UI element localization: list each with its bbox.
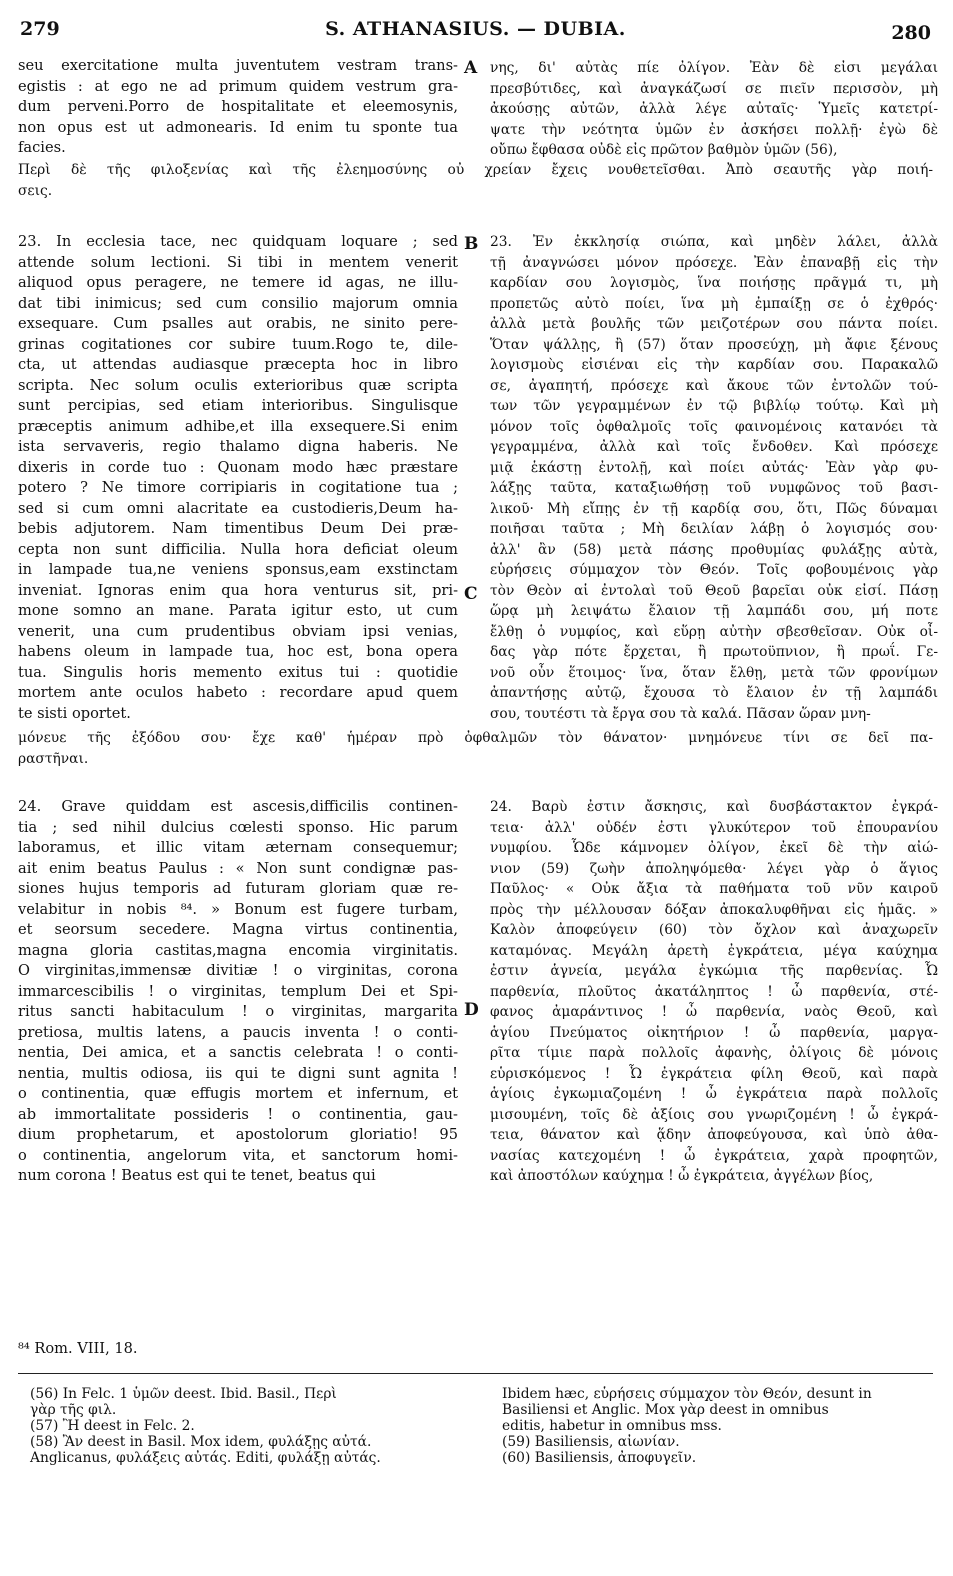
text-line: προπετῶς αὐτὸ ποίει, ἵνα μὴ ἐμπαίξῃ σε ὁ ἐχθρός· bbox=[490, 295, 938, 312]
critical-notes-right bbox=[502, 1386, 942, 1466]
text-line: Καλὸν ἀποφεύγειν (60) τὸν ὄχλον καὶ ἀναχωρεῖν bbox=[490, 922, 938, 938]
greek-column-b bbox=[490, 232, 938, 724]
text-line: δας γὰρ πότε ἔρχεται, ἢ πρωτοϋπνιον, ἢ πρωΐ. Γε- bbox=[490, 644, 938, 660]
text-line: nentia, Dei amica, et a sanctis celebrata ! o conti- bbox=[18, 1044, 458, 1061]
full-width-greek-a bbox=[18, 160, 933, 201]
margin-marker-a: A bbox=[464, 58, 478, 78]
greek-column-a bbox=[490, 58, 938, 161]
text-line: bebis adjutorem. Nam timentibus Deum Dei præ- bbox=[18, 520, 458, 537]
text-line: facies. bbox=[18, 139, 66, 156]
critical-notes-left bbox=[30, 1386, 470, 1466]
text-line: 24. Grave quiddam est ascesis,difficilis continen- bbox=[18, 798, 458, 815]
text-line: ἀλλ' ἂν (58) μετὰ πάσης προθυμίας φυλάξῃς αὐτὰ, bbox=[490, 541, 938, 558]
greek-column-c bbox=[490, 797, 938, 1187]
text-line: Basiliensi et Anglic. Mox γὰρ deest in omnibus bbox=[502, 1402, 829, 1418]
text-line: habens oleum in lampade tua, hoc est, bona opera bbox=[18, 643, 458, 660]
text-line: νης, δι' αὐτὰς πίε ὀλίγον. Ἐὰν δὲ εἰσι μεγάλαι bbox=[490, 60, 938, 76]
text-line: editis, habetur in omnibus mss. bbox=[502, 1418, 722, 1434]
running-title: S. ATHANASIUS. — DUBIA. bbox=[325, 18, 626, 40]
text-line: num corona ! Beatus est qui te tenet, beatus qui bbox=[18, 1167, 376, 1184]
text-line: nentia, multis odiosa, iis qui te digni sunt agnita ! bbox=[18, 1064, 458, 1082]
text-line: 24. Βαρὺ ἐστιν ἄσκησις, καὶ δυσβάστακτον ἐγκρά- bbox=[490, 799, 938, 815]
text-line: te sisti oportet. bbox=[18, 704, 131, 722]
notes-divider bbox=[18, 1373, 933, 1374]
margin-marker-d: D bbox=[464, 1000, 479, 1020]
text-line: ἀλλὰ μετὰ βουλῆς τῶν μειζοτέρων σου πάντα ποίει. bbox=[490, 316, 938, 332]
text-line: μιᾷ ἑκάστῃ ἐντολῇ, καὶ ποίει αὐτάς· Ἐὰν γὰρ φυ- bbox=[490, 459, 938, 476]
text-line: πρὸς τὴν μέλλουσαν δόξαν ἀποκαλυφθῆναι εἰς ἡμᾶς. » bbox=[490, 901, 938, 918]
text-line: των τῶν γεγραμμένων ἐν τῷ βιβλίῳ τούτῳ. Καὶ μὴ bbox=[490, 398, 938, 414]
text-line: 23. Ἐν ἐκκλησίᾳ σιώπα, καὶ μηδὲν λάλει, ἀλλὰ bbox=[490, 234, 938, 250]
text-line: exsequare. Cum psalles aut orabis, ne sinito pere- bbox=[18, 315, 458, 332]
text-line: λικοῦ· Μὴ εἴπῃς ἐν τῇ καρδίᾳ σου, ὅτι, Πῶς δύναμαι bbox=[490, 500, 938, 517]
text-line: mone somno an mane. Parata igitur esto, ut cum bbox=[18, 602, 458, 619]
text-line: sed si cum omni alacritate ea custodieris,Deum ha- bbox=[18, 499, 458, 517]
latin-column-a bbox=[18, 56, 458, 159]
text-line: Ibidem hæc, εὑρήσεις σύμμαχον τὸν Θεόν, desunt in bbox=[502, 1386, 872, 1402]
text-line: et seorsum secedere. Magna virtus continentia, bbox=[18, 921, 458, 938]
text-line: Ὅταν ψάλλῃς, ἢ (57) ὅταν προσεύχῃ, μὴ ἄφιε ξένους bbox=[490, 336, 938, 353]
text-line: præceptis animum adhibe,et illa exsequere.Si enim bbox=[18, 417, 458, 435]
text-line: εὑρήσεις σύμμαχον τὸν Θεόν. Τοῖς φοβουμένοις γὰρ bbox=[490, 562, 938, 578]
text-line: grinas cogitationes cor subire tuum.Rogo te, dile- bbox=[18, 335, 458, 353]
text-line: εὑρισκόμενος ! Ὦ ἐγκράτεια φίλη Θεοῦ, καὶ παρὰ bbox=[490, 1065, 938, 1082]
text-line: cta, ut attendas audiasque præcepta hoc in libro bbox=[18, 356, 458, 373]
latin-column-b bbox=[18, 232, 458, 724]
text-line: immarcescibilis ! o virginitas, templum Dei et Spi- bbox=[18, 982, 458, 1000]
text-line: ποιῆσαι ταῦτα ; Μὴ δειλίαν λάβῃ ὁ λογισμός σου· bbox=[490, 521, 938, 537]
text-line: ait enim beatus Paulus : « Non sunt condignæ pas- bbox=[18, 859, 458, 877]
text-line: σου, τουτέστι τὰ ἔργα σου τὰ καλά. Πᾶσαν ὥραν μνη- bbox=[490, 705, 871, 722]
text-line: venerit, una cum prudentibus obviam ipsi venias, bbox=[18, 622, 458, 640]
text-line: tua. Singulis horis memento exitus tui : quotidie bbox=[18, 663, 458, 681]
text-line: τεια, θάνατον καὶ ᾅδην ἀποφεύγουσα, καὶ ὑπὸ ἀθα- bbox=[490, 1127, 938, 1143]
text-line: inveniat. Ignoras enim qua hora venturus sit, pri- bbox=[18, 581, 458, 599]
text-line: ἁγίοις ἐγκωμιαζομένη ! ὦ ἐγκράτεια παρὰ πολλοῖς bbox=[490, 1086, 938, 1102]
text-line: siones hujus temporis ad futuram gloriam quæ re- bbox=[18, 880, 458, 897]
text-line: cepta non sunt difficilia. Nulla hora deficiat oleum bbox=[18, 540, 458, 558]
text-line: ἀπαντήσῃς αὐτῷ, ἔχουσα τὸ ἔλαιον ἐν τῇ λαμπάδι bbox=[490, 685, 938, 701]
page-header bbox=[18, 18, 933, 52]
text-line: μισουμένη, τοῖς δὲ ἀξίοις σου γνωριζομένη ! ὦ ἐγκρά- bbox=[490, 1106, 938, 1123]
text-line: σε, ἀγαπητή, πρόσεχε καὶ ἄκουε τῶν ἐντολῶν τού- bbox=[490, 377, 938, 394]
text-line: μόνευε τῆς ἐξόδου σου· ἔχε καθ' ἡμέραν πρὸ ὀφθαλμῶν τὸν θάνατον· μνημόνευε τίνι σε δεῖ πα- bbox=[18, 730, 933, 746]
margin-marker-c: C bbox=[464, 584, 478, 604]
text-line: non opus est ut admonearis. Id enim tu sponte tua bbox=[18, 118, 458, 136]
text-line: potero ? Ne timore corripiaris in cogitatione tua ; bbox=[18, 479, 458, 496]
text-line: ab immortalitate possideris ! o continentia, gau- bbox=[18, 1105, 458, 1123]
text-line: ἁγίου Πνεύματος οἰκητήριον ! ὦ παρθενία, μαργα- bbox=[490, 1024, 938, 1041]
text-line: laboramus, et illic vitam æternam consequemur; bbox=[18, 839, 458, 856]
text-line: (57) Ἢ deest in Felc. 2. bbox=[30, 1418, 195, 1434]
footnote-84: ⁸⁴ Rom. VIII, 18. bbox=[18, 1340, 138, 1357]
text-line: ραστῆναι. bbox=[18, 750, 89, 767]
text-line: ρῖτα τίμιε παρὰ πολλοῖς ἀφανὴς, ὀλίγοις δὲ μόνοις bbox=[490, 1045, 938, 1061]
text-line: καὶ ἀποστόλων καύχημα ! ὦ ἐγκράτεια, ἀγγέλων βίος, bbox=[490, 1168, 874, 1184]
text-line: 23. In ecclesia tace, nec quidquam loquare ; sed bbox=[18, 233, 458, 250]
margin-marker-b: B bbox=[464, 234, 479, 254]
text-line: ὥρᾳ μὴ λειψάτω ἔλαιον τῇ λαμπάδι σου, μή ποτε bbox=[490, 603, 938, 619]
text-line: aliquod opus peragere, ne temere id agas, ne illu- bbox=[18, 274, 458, 291]
latin-column-c bbox=[18, 797, 458, 1187]
text-line: καταμόνας. Μεγάλη ἀρετὴ ἐγκράτεια, μέγα καύχημα bbox=[490, 942, 938, 959]
text-line: ψατε τὴν νεότητα ὑμῶν ἐν ἀσκήσει πολλῇ· ἐγὼ δὲ bbox=[490, 121, 938, 138]
text-line: magna gloria castitas,magna encomia virginitatis. bbox=[18, 941, 458, 959]
text-line: γὰρ τῆς φιλ. bbox=[30, 1402, 117, 1418]
text-line: pretiosa, multis latens, a paucis inventa ! o conti- bbox=[18, 1023, 458, 1041]
text-line: seu exercitatione multa juventutem vestram trans- bbox=[18, 57, 458, 74]
text-line: dium prophetarum, et apostolorum gloriatio! 95 bbox=[18, 1126, 458, 1143]
text-line: νυμφίου. Ὧδε κάμνομεν ὀλίγον, ἐκεῖ δὲ τὴν αἰώ- bbox=[490, 840, 938, 856]
text-line: dat tibi inimicus; sed cum consilio majorum omnia bbox=[18, 294, 458, 312]
text-line: tia ; sed nihil dulcius cœlesti sponso. Hic parum bbox=[18, 818, 458, 836]
text-line: καρδίαν σου λογισμὸς, ἵνα ποιήσῃς πρᾶγμά τι, μὴ bbox=[490, 275, 938, 291]
text-line: νοῦ οὖν ἕτοιμος· ἵνα, ὅταν ἔλθῃ, μετὰ τῶν φρονίμων bbox=[490, 664, 938, 681]
text-line: (58) Ἂν deest in Basil. Mox idem, φυλάξῃς αὐτά. bbox=[30, 1434, 372, 1450]
text-line: dixeris in corde tuo : Quonam modo hæc præstare bbox=[18, 458, 458, 476]
text-line: λάξῃς ταῦτα, καταξιωθήσῃ τοῦ νυμφῶνος τοῦ βασι- bbox=[490, 480, 938, 496]
text-line: πρεσβύτιδες, καὶ ἀναγκάζωσί σε πιεῖν περισσὸν, μὴ bbox=[490, 80, 938, 97]
text-line: attende solum lectioni. Si tibi in mentem venerit bbox=[18, 253, 458, 271]
text-line: τὸν Θεὸν αἱ ἐντολαὶ τοῦ Θεοῦ βαρεῖαι οὐκ εἰσί. Πάσῃ bbox=[490, 582, 938, 599]
text-line: scripta. Nec solum oculis exterioribus quæ scripta bbox=[18, 376, 458, 394]
text-line: νιον (59) ζωὴν ἀποληψόμεθα· λέγει γὰρ ὁ ἅγιος bbox=[490, 860, 938, 877]
text-line: mortem ante oculos habeto : recordare apud quem bbox=[18, 684, 458, 701]
text-line: μόνον τοῖς ὀφθαλμοῖς τοῖς φαινομένοις κατανόει τὰ bbox=[490, 418, 938, 435]
text-line: οὔπω ἔφθασα οὐδὲ εἰς πρῶτον βαθμὸν ὑμῶν (56), bbox=[490, 142, 838, 158]
text-line: (56) In Felc. 1 ὑμῶν deest. Ibid. Basil., Περὶ bbox=[30, 1386, 337, 1402]
page-number-right: 280 bbox=[891, 22, 931, 44]
text-line: νασίας κατεχομένη ! ὦ ἐγκράτεια, χαρὰ προφητῶν, bbox=[490, 1147, 938, 1164]
text-line: Anglicanus, φυλάξεις αὐτάς. Editi, φυλάξῃ αὐτάς. bbox=[30, 1450, 381, 1466]
page-number-left: 279 bbox=[20, 18, 60, 40]
text-line: O virginitas,immensæ divitiæ ! o virginitas, corona bbox=[18, 962, 458, 979]
text-line: Παῦλος· « Οὐκ ἄξια τὰ παθήματα τοῦ νῦν καιροῦ bbox=[490, 881, 938, 897]
text-line: ἀκούσῃς αὐτῶν, ἀλλὰ λέγε αὐταῖς· Ὑμεῖς κατετρί- bbox=[490, 101, 938, 117]
text-line: λογισμοὺς εἰσιέναι εἰς τὴν καρδίαν σου. Παρακαλῶ bbox=[490, 357, 938, 373]
text-line: σεις. bbox=[18, 182, 53, 199]
text-line: ista servaveris, regio thalamo digna haberis. Ne bbox=[18, 438, 458, 455]
text-line: τεια· ἀλλ' οὐδέν ἐστι γλυκύτερον τοῦ ἐπουρανίου bbox=[490, 819, 938, 836]
text-line: in lampade tua,ne veniens sponsus,eam exstinctam bbox=[18, 561, 458, 578]
text-line: o continentia, quæ effugis mortem et infernum, et bbox=[18, 1085, 458, 1102]
text-line: sunt percipias, sed etiam interioribus. Singulisque bbox=[18, 397, 458, 414]
text-line: τῇ ἀναγνώσει μόνον πρόσεχε. Ἐὰν ἐπαναβῇ εἰς τὴν bbox=[490, 254, 938, 271]
text-line: velabitur in nobis ⁸⁴. » Bonum est fugere turbam, bbox=[18, 900, 458, 918]
text-line: ἐστιν ἁγνεία, μεγάλα ἐγκώμια τῆς παρθενίας. Ὦ bbox=[490, 963, 938, 979]
text-line: o continentia, angelorum vita, et sanctorum homi- bbox=[18, 1146, 458, 1164]
text-line: (59) Basiliensis, αἰωνίαν. bbox=[502, 1434, 680, 1450]
text-line: φανος ἀμαράντινος ! ὦ παρθενία, ναὸς Θεοῦ, καὶ bbox=[490, 1004, 938, 1020]
text-line: γεγραμμένα, ἀλλὰ καὶ τοῖς ἔνδοθεν. Καὶ πρόσεχε bbox=[490, 439, 938, 455]
text-line: egistis : at ego ne ad primum quidem vestrum gra- bbox=[18, 77, 458, 95]
text-line: dum perveni.Porro de hospitalitate et eleemosynis, bbox=[18, 98, 458, 115]
text-line: Περὶ δὲ τῆς φιλοξενίας καὶ τῆς ἐλεημοσύνης οὐ χρείαν ἔχεις νουθετεῖσθαι. Ἀπὸ σεαυτῆς γὰρ ποιή- bbox=[18, 162, 933, 178]
text-line: ritus sancti habitaculum ! o virginitas, margarita bbox=[18, 1003, 458, 1020]
text-line: (60) Basiliensis, ἀποφυγεῖν. bbox=[502, 1450, 697, 1466]
full-width-greek-b bbox=[18, 728, 933, 769]
text-line: ἔλθῃ ὁ νυμφίος, καὶ εὕρῃ αὐτὴν σβεσθεῖσαν. Οὐκ οἶ- bbox=[490, 623, 938, 640]
text-line: παρθενία, πλοῦτος ἀκατάληπτος ! ὦ παρθενία, στέ- bbox=[490, 983, 938, 1000]
